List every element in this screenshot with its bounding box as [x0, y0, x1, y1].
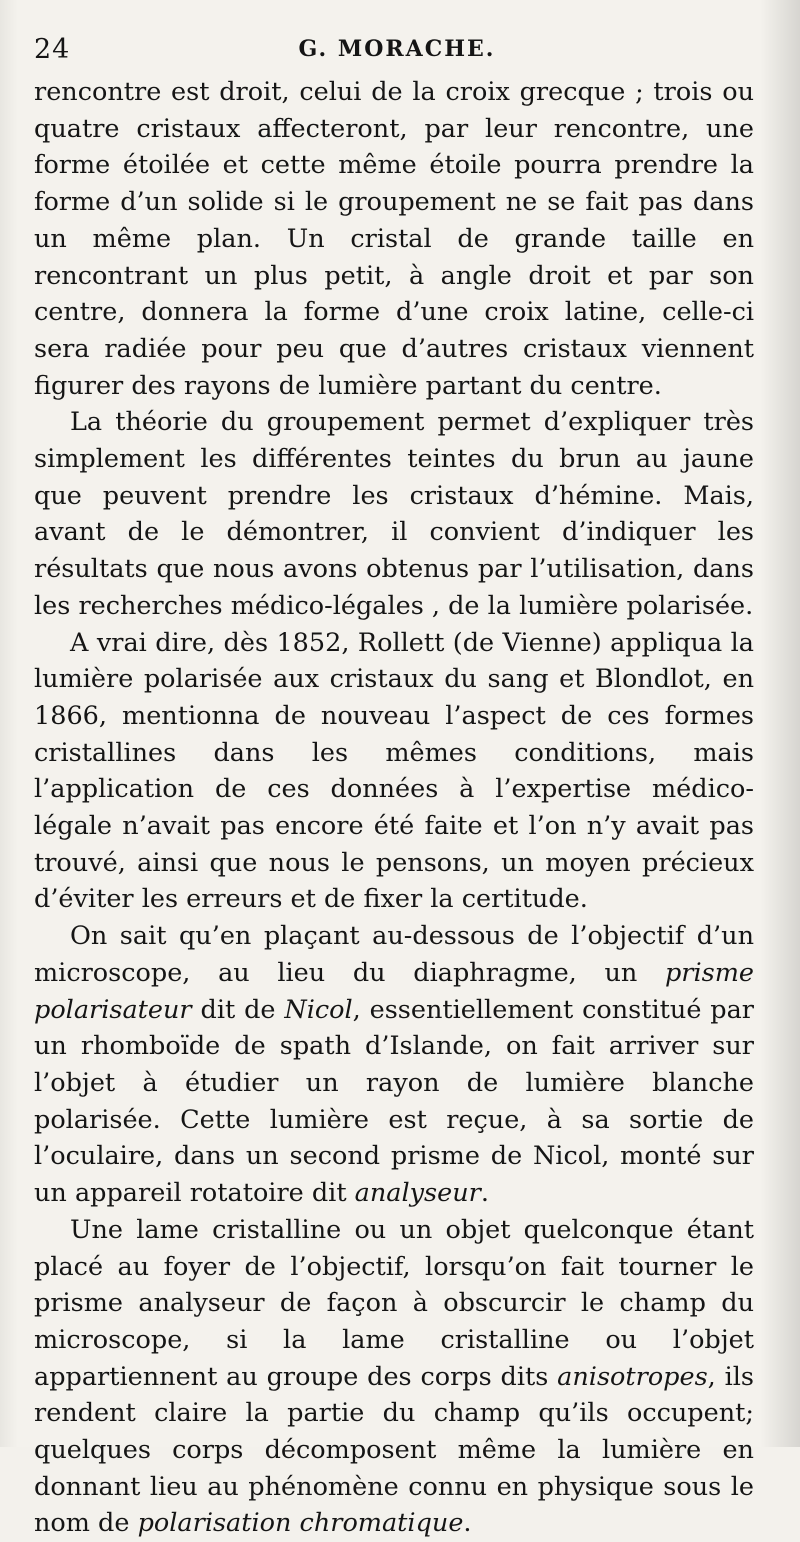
paragraph: [34, 404, 754, 624]
text-run: , essentiellement constitué par un rhomboïde de spath d’Islande, on fait arriver sur l’objet à étudier un rayon de lumière blanche polarisée. Cette lumière est reçue, à sa sortie de l’oculaire, dans un second prisme de Nicol, monté sur un appareil rotatoire dit: [34, 994, 754, 1209]
italic-term: Nicol: [284, 994, 353, 1025]
italic-term: anisotropes: [557, 1361, 708, 1392]
body-text: [34, 74, 754, 1542]
paragraph: [34, 74, 754, 404]
text-run: dit de: [191, 994, 285, 1025]
page-number: 24: [34, 34, 71, 65]
paragraph: [34, 1212, 754, 1542]
text-run: On sait qu’en plaçant au-dessous de l’objectif d’un microscope, au lieu du diaphragme, un: [34, 921, 754, 988]
paragraph: [34, 625, 754, 919]
italic-term: prisme polarisateur: [34, 957, 754, 1025]
text-run: , ils rendent claire la partie du champ qu’ils occupent; quelques corps décomposent même la lumière en donnant lieu au phénomène connu en physique sous le nom de: [34, 1361, 754, 1539]
text-run: rencontre est droit, celui de la croix grecque ; trois ou quatre cristaux affecteront, par leur rencontre, une forme étoilée et cette même étoile pourra prendre la forme d’un solide si le groupement ne se fait pas dans un même plan. Un cristal de grande taille en rencontrant un plus petit, à angle droit et par son centre, donnera la forme d’une croix latine, celle-ci sera radiée pour peu que d’autres cristaux viennent figurer des rayons de lumière partant du centre.: [34, 77, 754, 401]
text-run: Une lame cristalline ou un objet quelconque étant placé au foyer de l’objectif, lorsqu’on fait tourner le prisme analyseur de façon à obscurcir le champ du microscope, si la lame cristalline ou l’objet appartiennent au groupe des corps dits: [34, 1214, 754, 1392]
text-run: La théorie du groupement permet d’expliquer très simplement les différentes teintes du brun au jaune que peuvent prendre les cristaux d’hémine. Mais, avant de le démontrer, il convient d’indiquer les résultats que nous avons obtenus par l’utilisation, dans les recherches médico-légales , de la lumière polarisée.: [34, 407, 754, 621]
text-run: .: [480, 1178, 489, 1209]
italic-term: analyseur: [354, 1178, 481, 1209]
running-head: G. MORACHE.: [298, 36, 496, 62]
text-run: .: [463, 1508, 472, 1539]
paragraph: [34, 918, 754, 1212]
page-header: [34, 34, 760, 74]
italic-term: polarisation chromatique: [137, 1508, 464, 1539]
text-run: A vrai dire, dès 1852, Rollett (de Vienne) appliqua la lumière polarisée aux cristaux du sang et Blondlot, en 1866, mentionna de nouveau l’aspect de ces formes cristallines dans les mêmes conditions, mais l’application de ces données à l’expertise médico-légale n’avait pas encore été faite et l’on n’y avait pas trouvé, ainsi que nous le pensons, un moyen précieux d’éviter les erreurs et de fixer la certitude.: [34, 627, 754, 915]
